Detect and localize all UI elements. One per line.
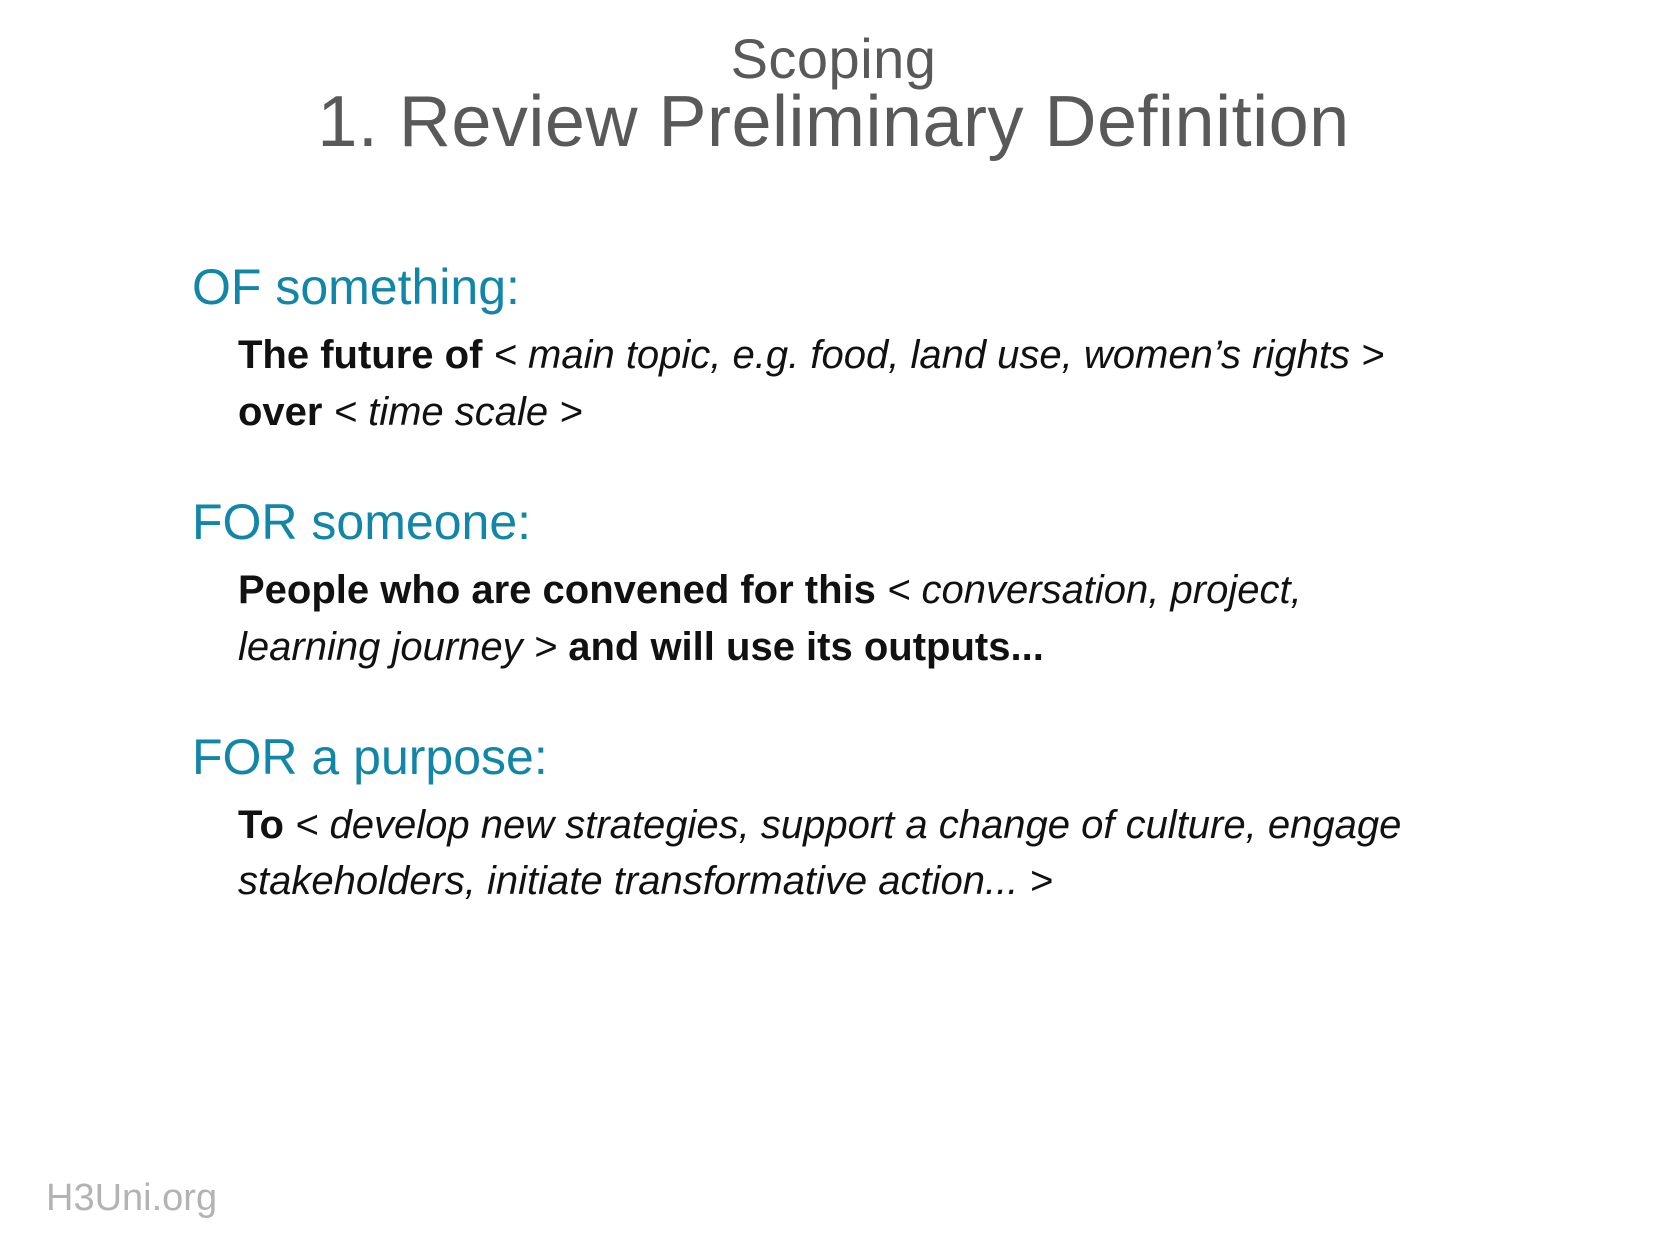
text-run: < conversation, project, learning journey > [238,567,1302,669]
text-run: The future of [238,333,494,378]
text-run: < time scale > [333,390,583,435]
section-body [192,562,1418,676]
text-run: To [238,802,296,847]
text-run: People who are convened for this [238,567,888,612]
section-heading: FOR someone: [192,493,532,550]
section-body [192,327,1418,441]
text-run: < develop new strategies, support a change of culture, engage stakeholders, initiate transformative action... > [238,802,1402,904]
section-heading: FOR a purpose: [192,728,548,785]
text-run: and will use its outputs... [568,624,1044,669]
text-run: < main topic, e.g. food, land use, women’s rights > [493,333,1385,378]
section-heading: OF something: [192,259,520,316]
slide-subtitle: Scoping [730,27,937,90]
slide-content [0,260,1667,910]
footer-brand: H3Uni.org [46,1177,218,1219]
section-body [192,797,1418,911]
section-for-a-purpose [192,730,1487,911]
text-run: over [238,390,334,435]
section-for-someone [192,495,1487,676]
page-title: 1. Review Preliminary Definition [317,81,1350,162]
slide-title-block [0,0,1667,160]
section-of-something [192,260,1487,441]
